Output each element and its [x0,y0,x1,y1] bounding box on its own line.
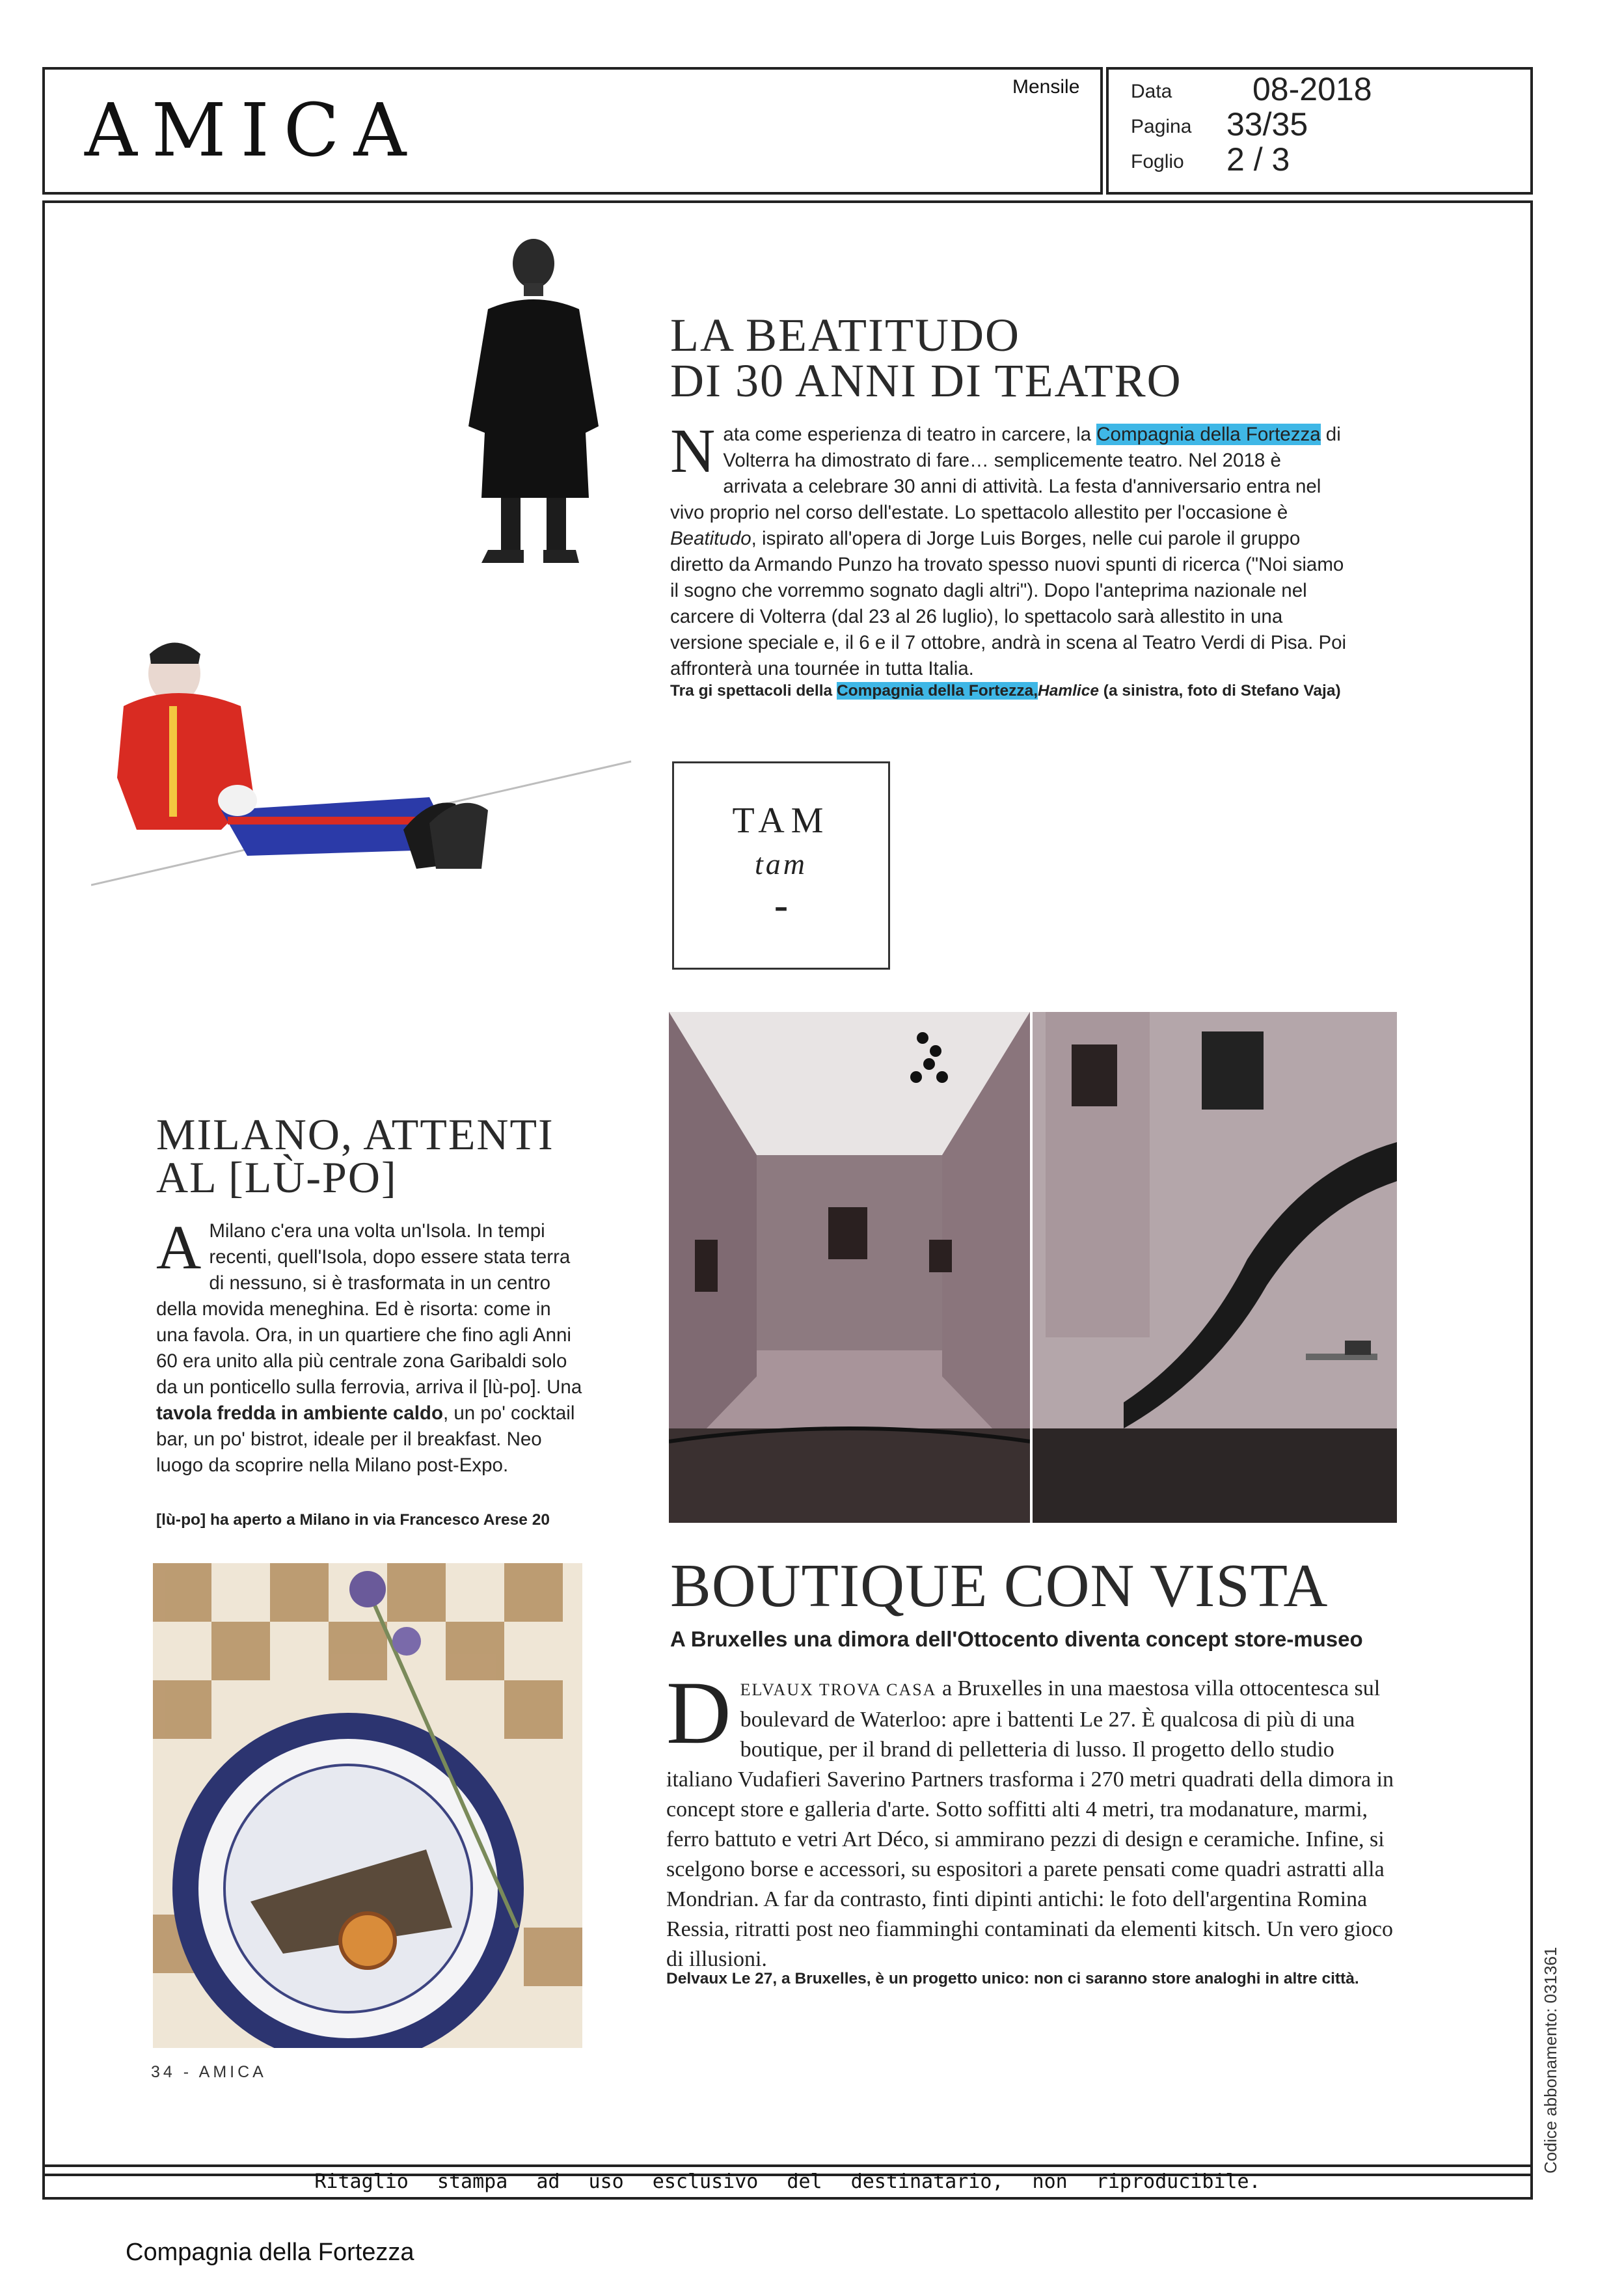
tam-line2: tam [755,847,807,880]
boutique-staircase-photo [1033,1012,1397,1523]
meta-label-foglio: Foglio [1131,151,1184,172]
tam-line1: TAM [732,800,830,841]
article1-body: Nata come esperienza di teatro in carcere, la Compagnia della Fortezza di Volterra ha dimostrato di fare… semplicemente teatro. Nel 2018 è arrivata a celebrare 30 anni di attività. La festa d'anniversario entra nel vivo proprio nel corso dell'estate. Lo spettacolo allestito per l'occasione è Beatitudo, ispirato all'opera di Jorge Luis Borges, nelle cui parole il gruppo diretto da Armando Punzo ha trovato spesso nuovi spunti di ricerca ("Noi siamo il sogno che vorremmo sognato dagli altri"). Dopo l'anteprima nazionale nel carcere di Volterra (dal 23 al 26 luglio), lo spettacolo sarà allestito in una versione speciale e, il 6 e il 7 ottobre, andrà in scena al Teatro Verdi di Pisa. Poi affronterà una tournée in tutta Italia. [670,416,1347,679]
article3-body: DELVAUX TROVA CASA a Bruxelles in una maestosa villa ottocentesca sul boulevard de Waterloo: apre i battenti Le 27. È qualcosa di più di una boutique, per il brand di pelletteria di lusso. Il progetto dello studio italiano Vudafieri Saverino Partners trasforma i 270 metri quadrati della dimora in concept store e galleria d'arte. Sotto soffitti alti 4 metri, tra modanature, marmi, ferro battuto e vetri Art Déco, si ammirano pezzi di design e ceramiche. Infine, si scelgono borse e accessori, su espositori a parete pensati come quadri astratti alla Mondrian. A far da contrasto, finti dipinti antichi: le foto dell'argentina Romina Ressia, ritratti post neo fiamminghi contaminati da elementi kitsch. Un vero gioco di illusioni. [666,1663,1394,1971]
meta-value-foglio: 2 / 3 [1226,141,1290,178]
lupo-food-photo [153,1563,582,2048]
article2-body: A Milano c'era una volta un'Isola. In tempi recenti, quell'Isola, dopo essere stata terra di nessuno, si è trasformata in un centro della movida meneghina. Ed è risorta: come in una favola. Ora, in un quartiere che fino agli Anni 60 era unito alla più centrale zona Garibaldi solo da un ponticello sulla ferrovia, arriva il [lù-po]. Una tavola fredda in ambiente caldo, un po' cocktail bar, un po' bistrot, ideale per il breakfast. Neo luogo da scoprire nella Milano post-Expo. [156,1212,582,1476]
article2-title-line2: AL [LÙ-PO] [156,1153,398,1202]
article1-caption: Tra gi spettacoli della Compagnia della Fortezza,Hamlice (a sinistra, foto di Stefano Vaja) [670,682,1341,700]
tam-line3: - [774,882,789,928]
article1-dropcap: N [670,416,716,485]
boutique-gallery-photo [669,1012,1030,1523]
meta-label-data: Data [1131,81,1172,102]
article1-title-line2: DI 30 ANNI DI TEATRO [670,355,1182,407]
article3-subtitle: A Bruxelles una dimora dell'Ottocento diventa concept store-museo [670,1627,1363,1651]
article2-title-line1: MILANO, ATTENTI [156,1110,554,1159]
meta-value-data: 08-2018 [1252,71,1372,107]
magazine-logo: AMICA [85,89,421,173]
bottom-caption: Compagnia della Fortezza [126,2239,414,2266]
frequency-label: Mensile [1012,76,1080,98]
article2-dropcap: A [156,1212,202,1282]
meta-value-pagina: 33/35 [1226,106,1308,143]
article3-caption: Delvaux Le 27, a Bruxelles, è un progetto unico: non ci saranno store analoghi in altre città. [666,1970,1359,1987]
article2-caption: [lù-po] ha aperto a Milano in via Francesco Arese 20 [156,1511,550,1529]
page-number: 34 - AMICA [151,2063,267,2081]
article3-title: BOUTIQUE CON VISTA [670,1552,1329,1620]
article3-dropcap: D [666,1663,731,1762]
tam-tam-box [672,761,890,970]
footer-notice: Ritaglio stampa ad uso esclusivo del destinatario, non riproducibile. [42,2164,1533,2200]
meta-label-pagina: Pagina [1131,116,1192,137]
highlight-compagnia: Compagnia della Fortezza [1096,424,1321,445]
article1-title-line1: LA BEATITUDO [670,309,1020,361]
subscription-code: Codice abbonamento: 031361 [1541,1946,1560,2174]
actor-standing-photo [442,238,612,576]
actor-soldier-photo [91,635,638,934]
caption-highlight: Compagnia della Fortezza, [836,682,1038,700]
